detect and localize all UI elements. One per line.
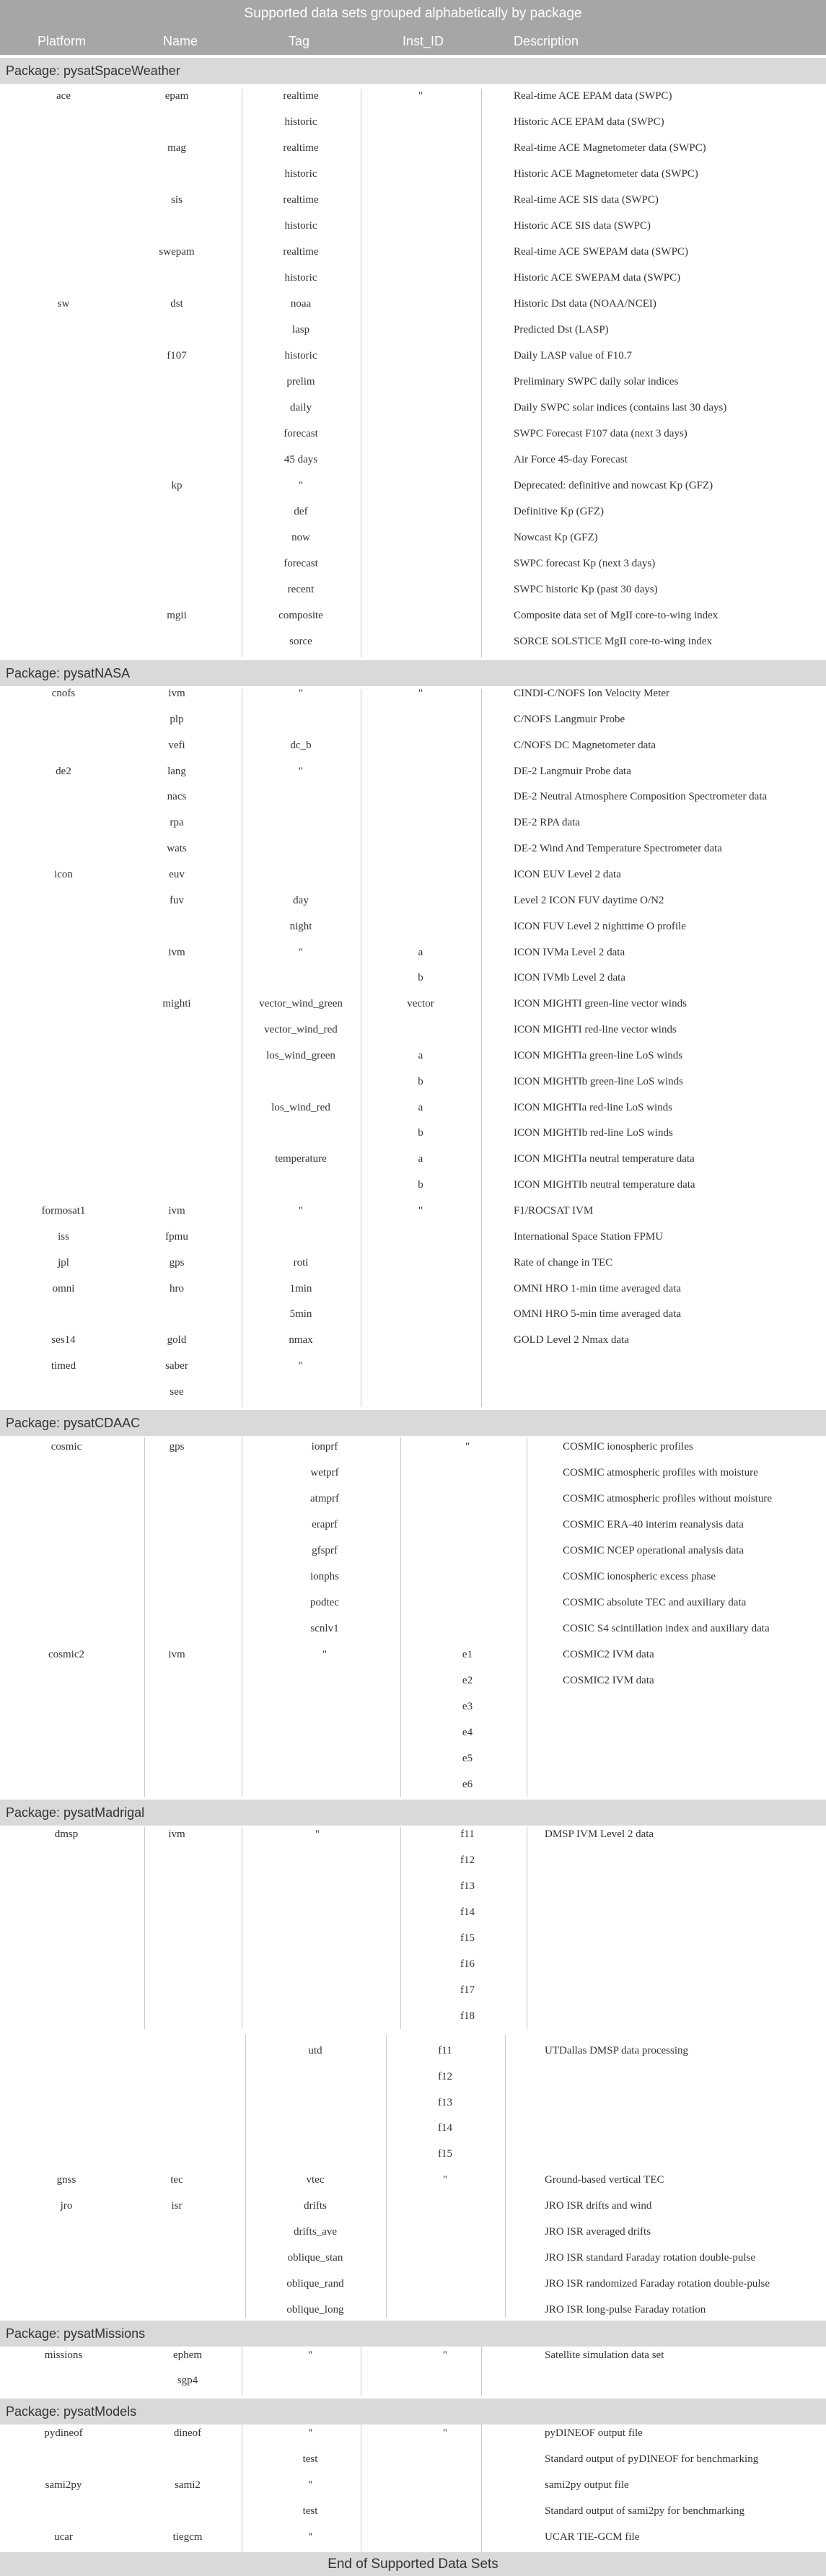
cell-name: see	[170, 1385, 184, 1398]
cell-platform: dmsp	[54, 1828, 79, 1840]
cell-inst: f12	[460, 1854, 475, 1866]
cell-inst: f11	[438, 2044, 452, 2056]
cell-tag: lasp	[291, 324, 310, 336]
cell-tag: daily	[290, 402, 312, 413]
package-header: Package: pysatCDAAC	[0, 1410, 826, 1436]
cell-desc: Standard output of sami2py for benchmarking	[545, 2505, 745, 2517]
cell-name: sis	[171, 194, 183, 206]
cell-desc: Historic ACE EPAM data (SWPC)	[514, 116, 664, 128]
cell-desc: JRO ISR averaged drifts	[545, 2226, 651, 2238]
cell-desc: Real-time ACE SIS data (SWPC)	[514, 194, 659, 206]
cell-desc: Historic ACE Magnetometer data (SWPC)	[514, 168, 698, 180]
cell-desc: Historic ACE SWEPAM data (SWPC)	[514, 272, 681, 284]
cell-desc: UCAR TIE-GCM file	[545, 2531, 640, 2543]
cell-name: f107	[167, 350, 187, 362]
cell-inst: e1	[462, 1649, 473, 1660]
cell-tag: prelim	[286, 376, 315, 387]
cell-inst: ''	[418, 688, 423, 699]
cell-platform: cosmic2	[48, 1649, 84, 1660]
cell-tag: oblique_rand	[286, 2278, 344, 2290]
cell-tag: ''	[315, 1828, 320, 1840]
cell-tag: forecast	[284, 558, 318, 569]
cell-desc: ICON MIGHTIb red-line LoS winds	[514, 1127, 673, 1139]
cell-name: sami2	[175, 2479, 201, 2491]
cell-tag: podtec	[310, 1597, 339, 1608]
cell-desc: COSMIC absolute TEC and auxiliary data	[563, 1597, 747, 1608]
cell-name: mag	[167, 142, 186, 154]
cell-desc: JRO ISR randomized Faraday rotation double-pulse	[545, 2278, 770, 2290]
cell-desc: COSMIC atmospheric profiles with moisture	[563, 1467, 758, 1478]
cell-tag: now	[291, 532, 310, 543]
cell-tag: ''	[299, 1360, 303, 1372]
column-header-platform: Platform	[38, 34, 87, 48]
cell-desc: ICON MIGHTIa green-line LoS winds	[514, 1049, 683, 1061]
table-header	[0, 27, 826, 55]
cell-inst: f12	[438, 2070, 452, 2082]
cell-desc: Level 2 ICON FUV daytime O/N2	[514, 894, 664, 906]
cell-name: ephem	[173, 2349, 202, 2361]
cell-desc: Daily LASP value of F10.7	[514, 350, 633, 362]
cell-name: dst	[170, 298, 183, 310]
cell-desc: COSMIC2 IVM data	[563, 1675, 654, 1686]
cell-tag: ionprf	[311, 1441, 338, 1453]
cell-inst: e5	[462, 1753, 473, 1764]
cell-tag: ''	[308, 2479, 312, 2491]
cell-tag: ''	[299, 765, 303, 777]
cell-desc: GOLD Level 2 Nmax data	[514, 1334, 629, 1346]
cell-tag: ''	[299, 688, 303, 699]
cell-desc: DE-2 Neutral Atmosphere Composition Spectrometer data	[514, 791, 768, 803]
column-header-tag: Tag	[289, 34, 310, 48]
table-title: Supported data sets grouped alphabetically by package	[0, 0, 826, 27]
cell-desc: SWPC historic Kp (past 30 days)	[514, 584, 658, 595]
cell-tag: ''	[299, 480, 303, 491]
cell-inst: f16	[460, 1958, 475, 1970]
cell-tag: vector_wind_red	[264, 1024, 338, 1036]
cell-tag: realtime	[283, 194, 319, 206]
column-header-description: Description	[514, 34, 579, 48]
cell-inst: e3	[462, 1701, 473, 1712]
cell-inst: b	[418, 1127, 423, 1139]
cell-desc: ICON MIGHTIb neutral temperature data	[514, 1179, 695, 1191]
cell-name: nacs	[167, 791, 187, 803]
cell-desc: pyDINEOF output file	[545, 2427, 643, 2439]
cell-name: fuv	[170, 894, 184, 906]
cell-name: kp	[171, 480, 183, 491]
cell-desc: SWPC forecast Kp (next 3 days)	[514, 558, 656, 569]
table-footer: End of Supported Data Sets	[0, 2552, 826, 2576]
cell-tag: 1min	[289, 1282, 312, 1294]
cell-tag: nmax	[289, 1334, 313, 1346]
column-divider	[144, 1437, 145, 1797]
cell-platform: de2	[56, 765, 71, 777]
cell-inst: ''	[418, 90, 423, 102]
column-header-inst-id: Inst_ID	[403, 34, 444, 48]
cell-inst: a	[418, 946, 423, 958]
cell-inst: f14	[460, 1906, 475, 1918]
cell-inst: f14	[438, 2122, 452, 2134]
cell-tag: temperature	[275, 1153, 327, 1165]
cell-desc: COSMIC ionospheric excess phase	[563, 1571, 716, 1582]
cell-desc: ICON MIGHTIa neutral temperature data	[514, 1153, 695, 1165]
cell-platform: iss	[58, 1230, 69, 1243]
cell-tag: gfsprf	[312, 1545, 338, 1556]
cell-name: tec	[170, 2174, 183, 2186]
cell-tag: realtime	[283, 246, 319, 258]
cell-platform: omni	[52, 1282, 75, 1294]
cell-name: euv	[169, 868, 185, 880]
cell-tag: ''	[299, 946, 303, 958]
cell-tag: night	[289, 920, 312, 932]
cell-name: isr	[171, 2200, 183, 2212]
cell-tag: test	[302, 2505, 318, 2517]
cell-tag: utd	[308, 2044, 322, 2056]
cell-name: mgii	[167, 610, 187, 621]
cell-inst: ''	[443, 2427, 447, 2439]
cell-desc: Preliminary SWPC daily solar indices	[514, 376, 679, 387]
cell-desc: C/NOFS DC Magnetometer data	[514, 739, 656, 751]
cell-desc: JRO ISR standard Faraday rotation double-pulse	[545, 2252, 756, 2264]
cell-desc: COSMIC NCEP operational analysis data	[563, 1545, 744, 1556]
cell-inst: f17	[460, 1984, 475, 1996]
cell-tag: forecast	[284, 428, 318, 439]
cell-desc: COSMIC2 IVM data	[563, 1649, 654, 1660]
cell-name: plp	[170, 713, 184, 725]
cell-name: rpa	[170, 817, 184, 829]
cell-inst: f18	[460, 2010, 475, 2022]
cell-platform: gnss	[56, 2174, 76, 2186]
cell-platform: ses14	[51, 1334, 76, 1346]
cell-desc: Real-time ACE SWEPAM data (SWPC)	[514, 246, 688, 258]
cell-desc: F1/ROCSAT IVM	[514, 1205, 594, 1217]
cell-platform: ace	[56, 90, 71, 102]
cell-tag: historic	[284, 272, 317, 284]
cell-desc: COSMIC ERA-40 interim reanalysis data	[563, 1519, 744, 1530]
cell-inst: e4	[462, 1727, 473, 1738]
cell-platform: timed	[50, 1360, 76, 1372]
cell-tag: composite	[278, 610, 323, 621]
cell-desc: Nowcast Kp (GFZ)	[514, 532, 598, 543]
cell-tag: ''	[299, 1205, 303, 1217]
cell-desc: JRO ISR drifts and wind	[545, 2200, 652, 2212]
cell-tag: 5min	[289, 1308, 312, 1320]
cell-desc: sami2py output file	[545, 2479, 629, 2491]
cell-platform: cnofs	[51, 688, 76, 699]
cell-tag: roti	[293, 1256, 309, 1269]
cell-tag: historic	[284, 168, 317, 180]
cell-desc: CINDI-C/NOFS Ion Velocity Meter	[514, 688, 669, 699]
cell-tag: drifts	[304, 2200, 327, 2212]
cell-inst: ''	[418, 1205, 423, 1217]
cell-desc: Air Force 45-day Forecast	[514, 454, 628, 465]
cell-inst: a	[418, 1153, 423, 1165]
cell-tag: vector_wind_green	[259, 998, 343, 1010]
cell-name: ivm	[168, 1205, 185, 1217]
cell-platform: sw	[57, 298, 70, 310]
cell-tag: dc_b	[290, 739, 312, 751]
cell-inst: e6	[462, 1779, 473, 1790]
cell-name: wats	[167, 843, 187, 855]
cell-tag: historic	[284, 350, 317, 362]
cell-tag: historic	[284, 220, 317, 232]
cell-inst: a	[418, 1101, 423, 1113]
cell-name: lang	[167, 765, 186, 777]
cell-desc: Satellite simulation data set	[545, 2349, 664, 2361]
cell-tag: eraprf	[312, 1519, 338, 1530]
cell-desc: ICON MIGHTIa red-line LoS winds	[514, 1101, 672, 1113]
cell-tag: vtec	[306, 2174, 325, 2186]
cell-desc: COSIC S4 scintillation index and auxiliary data	[563, 1623, 770, 1634]
cell-platform: cosmic	[50, 1441, 82, 1453]
cell-name: ivm	[168, 1649, 185, 1660]
cell-inst: f15	[438, 2148, 452, 2160]
cell-tag: ionphs	[309, 1571, 340, 1582]
cell-platform: jpl	[58, 1256, 69, 1269]
package-header: Package: pysatSpaceWeather	[0, 58, 826, 84]
cell-desc: COSMIC atmospheric profiles without moisture	[563, 1493, 772, 1504]
cell-tag: 45 days	[284, 454, 318, 465]
cell-name: vefi	[168, 739, 185, 751]
cell-name: ivm	[168, 1828, 185, 1840]
cell-inst: f13	[438, 2096, 452, 2108]
cell-tag: realtime	[283, 142, 319, 154]
cell-desc: Real-time ACE Magnetometer data (SWPC)	[514, 142, 706, 154]
cell-desc: DMSP IVM Level 2 data	[545, 1828, 654, 1840]
cell-desc: Standard output of pyDINEOF for benchmarking	[545, 2453, 759, 2465]
cell-desc: Ground-based vertical TEC	[545, 2174, 664, 2186]
cell-desc: Rate of change in TEC	[514, 1256, 613, 1269]
column-divider	[481, 689, 482, 1407]
cell-desc: ICON MIGHTI red-line vector winds	[514, 1024, 677, 1036]
cell-inst: ''	[465, 1441, 470, 1453]
cell-tag: noaa	[290, 298, 312, 310]
cell-desc: ICON IVMb Level 2 data	[514, 972, 625, 984]
cell-platform: jro	[60, 2200, 73, 2212]
cell-desc: ICON MIGHTI green-line vector winds	[514, 998, 687, 1010]
cell-tag: recent	[287, 584, 315, 595]
cell-tag: drifts_ave	[294, 2226, 337, 2238]
cell-tag: oblique_long	[286, 2304, 344, 2316]
cell-desc: Predicted Dst (LASP)	[514, 324, 609, 336]
cell-tag: test	[302, 2453, 318, 2465]
cell-desc: Definitive Kp (GFZ)	[514, 506, 604, 517]
column-divider	[481, 89, 482, 657]
cell-tag: atmprf	[310, 1493, 339, 1504]
package-header: Package: pysatNASA	[0, 660, 826, 686]
cell-desc: SORCE SOLSTICE MgII core-to-wing index	[514, 636, 712, 647]
cell-name: mighti	[162, 998, 191, 1010]
cell-name: fpmu	[165, 1230, 188, 1243]
cell-tag: scnlv1	[310, 1623, 339, 1634]
column-divider	[505, 2035, 506, 2318]
cell-tag: ''	[308, 2531, 312, 2543]
cell-platform: sami2py	[45, 2479, 82, 2491]
cell-name: gps	[169, 1256, 185, 1269]
cell-name: saber	[165, 1360, 188, 1372]
cell-name: gps	[169, 1441, 185, 1453]
cell-desc: JRO ISR long-pulse Faraday rotation	[545, 2304, 706, 2316]
cell-tag: sorce	[289, 636, 312, 647]
cell-desc: Historic ACE SIS data (SWPC)	[514, 220, 651, 232]
cell-inst: ''	[443, 2349, 447, 2361]
cell-inst: b	[418, 972, 423, 984]
cell-desc: C/NOFS Langmuir Probe	[514, 713, 625, 725]
cell-name: dineof	[173, 2427, 202, 2439]
cell-desc: International Space Station FPMU	[514, 1230, 664, 1243]
cell-name: epam	[164, 90, 189, 102]
column-divider	[245, 2035, 246, 2318]
cell-tag: wetprf	[310, 1467, 339, 1478]
cell-inst: vector	[407, 998, 434, 1010]
package-header: Package: pysatMadrigal	[0, 1800, 826, 1826]
cell-inst: ''	[443, 2174, 447, 2186]
cell-desc: Composite data set of MgII core-to-wing index	[514, 610, 719, 621]
package-header: Package: pysatModels	[0, 2398, 826, 2424]
cell-platform: ucar	[54, 2531, 73, 2543]
cell-name: hro	[170, 1282, 184, 1294]
cell-inst: f11	[460, 1828, 475, 1840]
column-divider	[400, 1827, 401, 2029]
cell-desc: Historic Dst data (NOAA/NCEI)	[514, 298, 656, 310]
column-header-name: Name	[163, 34, 198, 48]
cell-tag: day	[293, 894, 309, 906]
cell-desc: ICON FUV Level 2 nighttime O profile	[514, 920, 686, 932]
cell-desc: OMNI HRO 1-min time averaged data	[514, 1282, 682, 1294]
cell-desc: ICON EUV Level 2 data	[514, 868, 621, 880]
cell-platform: formosat1	[41, 1205, 86, 1217]
cell-tag: oblique_stan	[287, 2252, 343, 2264]
cell-tag: ''	[308, 2349, 312, 2361]
cell-inst: e2	[462, 1675, 473, 1686]
cell-name: ivm	[168, 688, 185, 699]
cell-desc: DE-2 Langmuir Probe data	[514, 765, 631, 777]
package-header: Package: pysatMissions	[0, 2321, 826, 2347]
cell-tag: realtime	[283, 90, 319, 102]
cell-desc: Deprecated: definitive and nowcast Kp (GFZ)	[514, 480, 713, 491]
cell-desc: ICON IVMa Level 2 data	[514, 946, 625, 958]
column-divider	[386, 2035, 387, 2318]
cell-desc: OMNI HRO 5-min time averaged data	[514, 1308, 682, 1320]
cell-desc: DE-2 Wind And Temperature Spectrometer data	[514, 843, 722, 855]
cell-desc: DE-2 RPA data	[514, 817, 580, 829]
cell-tag: los_wind_green	[266, 1049, 335, 1061]
cell-inst: b	[418, 1075, 423, 1087]
cell-name: sgp4	[177, 2375, 198, 2386]
column-divider	[481, 2347, 482, 2396]
cell-desc: SWPC Forecast F107 data (next 3 days)	[514, 428, 687, 439]
cell-tag: ''	[322, 1649, 327, 1660]
cell-platform: missions	[44, 2349, 83, 2361]
cell-desc: COSMIC ionospheric profiles	[563, 1441, 693, 1453]
cell-inst: b	[418, 1179, 423, 1191]
cell-desc: UTDallas DMSP data processing	[545, 2044, 688, 2056]
cell-desc: Daily SWPC solar indices (contains last 30 days)	[514, 402, 727, 413]
cell-inst: a	[418, 1049, 423, 1061]
column-divider	[144, 1827, 145, 2029]
cell-tag: def	[294, 506, 308, 517]
cell-desc: ICON MIGHTIb green-line LoS winds	[514, 1075, 683, 1087]
cell-name: tiegcm	[172, 2531, 203, 2543]
cell-desc: Real-time ACE EPAM data (SWPC)	[514, 90, 672, 102]
cell-name: swepam	[159, 246, 195, 258]
cell-name: gold	[167, 1334, 187, 1346]
cell-platform: pydineof	[44, 2427, 83, 2439]
cell-tag: ''	[308, 2427, 312, 2439]
cell-platform: icon	[54, 868, 73, 880]
column-divider	[400, 1437, 401, 1797]
cell-name: ivm	[168, 946, 185, 958]
cell-tag: los_wind_red	[271, 1101, 330, 1113]
cell-inst: f13	[460, 1880, 475, 1892]
cell-tag: historic	[284, 116, 317, 128]
column-divider	[481, 2424, 482, 2551]
cell-inst: f15	[460, 1932, 475, 1944]
